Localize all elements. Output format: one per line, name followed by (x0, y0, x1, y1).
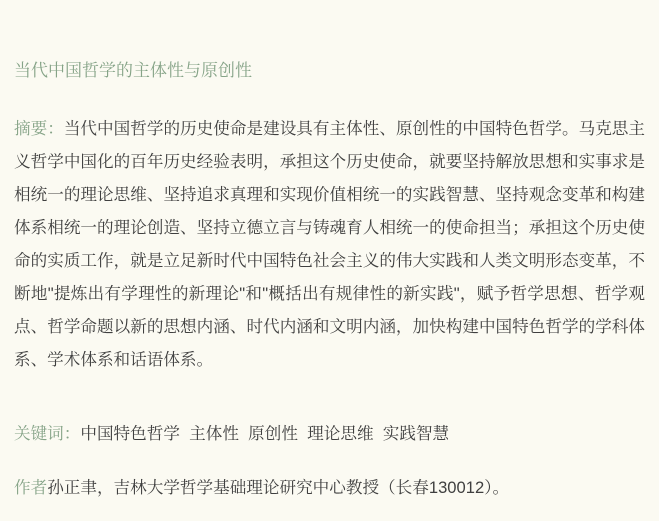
abstract-paragraph (14, 112, 645, 376)
abstract-label: 摘要： (14, 119, 64, 138)
abstract-text: 当代中国哲学的历史使命是建设具有主体性、原创性的中国特色哲学。马克思主义哲学中国化的百年历史经验表明，承担这个历史使命，就要坚持解放思想和实事求是相统一的理论思维、坚持追求真理和实现价值相统一的实践智慧、坚持观念变革和构建体系相统一的理论创造、坚持立德立言与铸魂育人相统一的使命担当；承担这个历史使命的实质工作，就是立足新时代中国特色社会主义的伟大实践和人类文明形态变革，不断地"提炼出有学理性的新理论"和"概括出有规律性的新实践"，赋予哲学思想、哲学观点、哲学命题以新的思想内涵、时代内涵和文明内涵，加快构建中国特色哲学的学科体系、学术体系和话语体系。 (14, 119, 646, 369)
keywords-label: 关键词： (14, 424, 81, 443)
keywords-text: 中国特色哲学 主体性 原创性 理论思维 实践智慧 (80, 424, 450, 443)
author-text: 孙正聿，吉林大学哲学基础理论研究中心教授（长春130012）。 (47, 478, 510, 497)
keywords-line (14, 423, 645, 445)
article-title: 当代中国哲学的主体性与原创性 (14, 61, 252, 80)
author-line (14, 477, 645, 499)
author-label: 作者 (14, 478, 48, 497)
